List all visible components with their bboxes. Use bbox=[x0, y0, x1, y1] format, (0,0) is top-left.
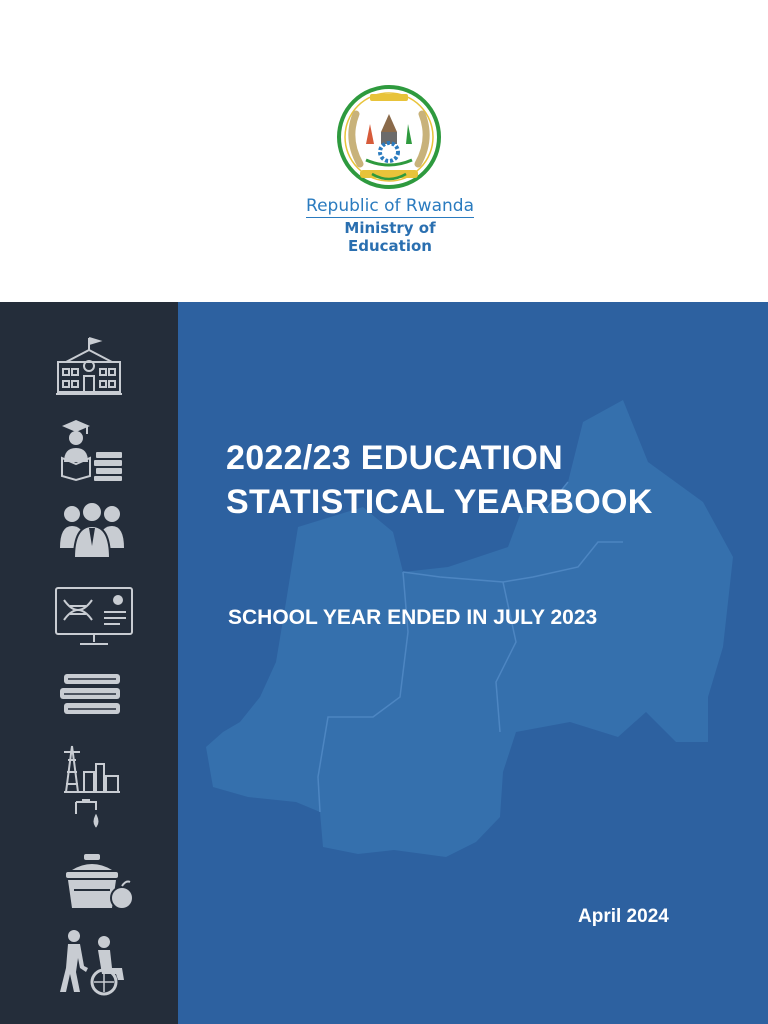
title-line-1: 2022/23 EDUCATION bbox=[226, 439, 564, 477]
people-group-icon bbox=[58, 498, 126, 560]
books-stack-icon bbox=[58, 672, 124, 716]
science-monitor-icon bbox=[54, 586, 134, 648]
school-feeding-icon bbox=[60, 852, 136, 914]
header bbox=[0, 0, 768, 302]
graduate-reading-icon bbox=[58, 418, 124, 482]
coat-of-arms-icon bbox=[336, 84, 442, 190]
page-title bbox=[226, 436, 746, 524]
inclusive-education-icon bbox=[58, 928, 130, 996]
country-name: Republic of Rwanda bbox=[306, 196, 474, 216]
subtitle: SCHOOL YEAR ENDED IN JULY 2023 bbox=[228, 606, 598, 629]
publication-date: April 2024 bbox=[578, 906, 669, 927]
title-line-2: STATISTICAL YEARBOOK bbox=[226, 483, 653, 521]
ministry-name: Ministry of Education bbox=[344, 219, 436, 255]
school-building-icon bbox=[54, 336, 124, 398]
infrastructure-utilities-icon bbox=[62, 742, 122, 834]
sidebar-icon-strip bbox=[0, 302, 178, 1024]
divider bbox=[306, 217, 474, 218]
